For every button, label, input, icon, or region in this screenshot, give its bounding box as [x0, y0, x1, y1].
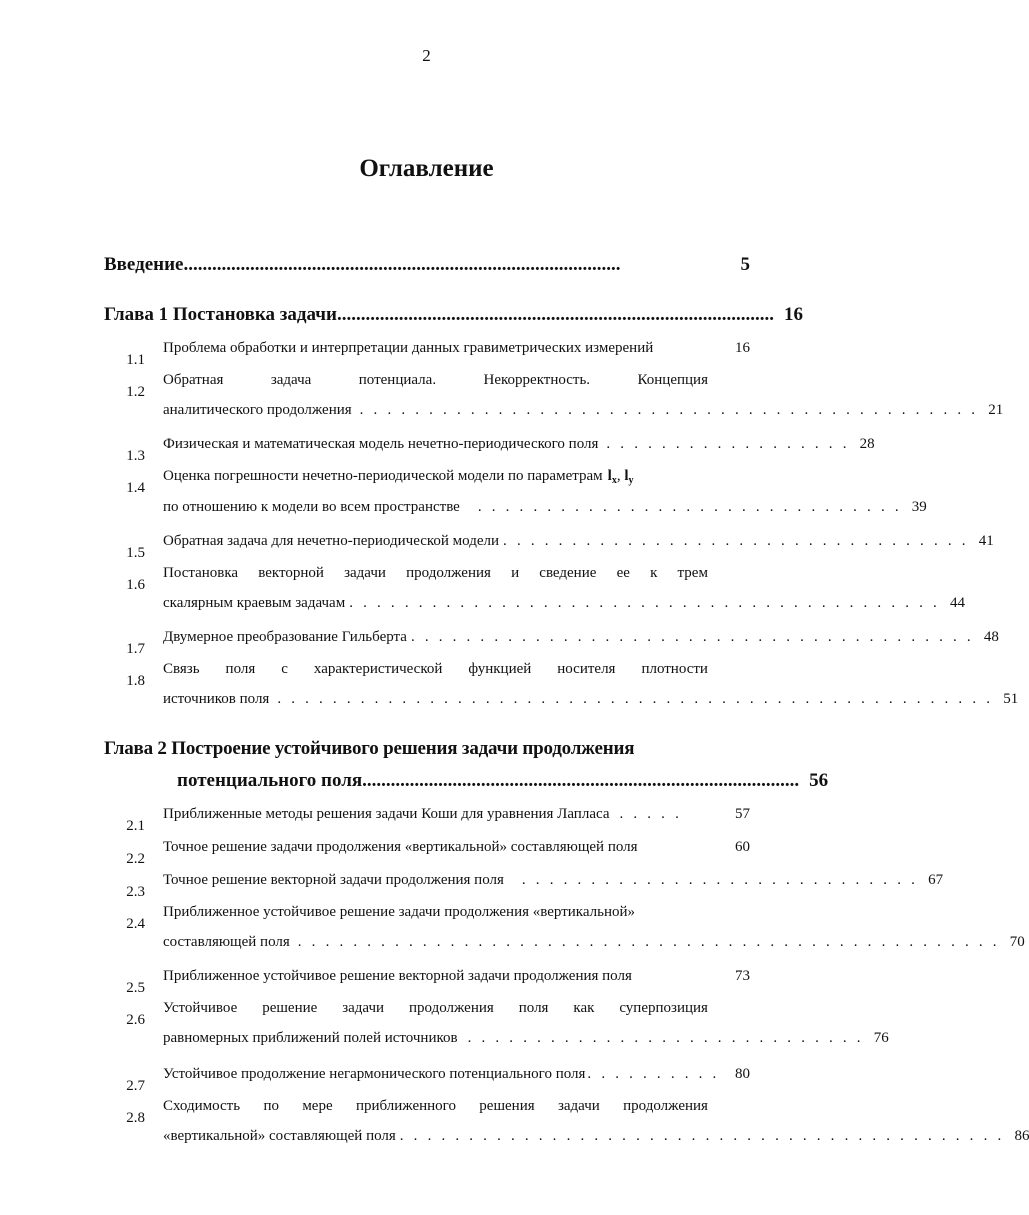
toc-entry-number: 2.5: [126, 980, 145, 996]
toc-entry-leader: . . . . . . . . . . . . . . . . . . . . . . . . . . . . . . . . . . . . . . . . . . . . .: [359, 402, 979, 418]
toc-entry-number: 2.2: [126, 851, 145, 867]
toc-chapter-1-page: 16: [783, 304, 803, 325]
toc-entry-page: 51: [1003, 691, 1019, 707]
toc-entry-number: 1.2: [126, 384, 145, 400]
toc-entry-title-line2: источников поля: [163, 691, 270, 707]
toc-entry-page: 67: [928, 872, 944, 888]
toc-chapter-2: [104, 738, 829, 792]
toc-entry-title-line2: равномерных приближений полей источников: [163, 1030, 458, 1046]
toc-entry-1-8: [126, 661, 1019, 708]
toc-entry-2-4: [126, 904, 1025, 951]
toc-entry-number: 2.3: [126, 884, 145, 900]
toc-entry-1-4: [126, 468, 927, 516]
toc-entry-page: 86: [1014, 1128, 1029, 1144]
toc-chapter-2-leader: ............................................................................................: [362, 770, 800, 791]
toc-entry-title-line1: Приближенное устойчивое решение задачи продолжения «вертикальной»: [163, 904, 636, 920]
toc-intro-leader: ............................................................................................: [183, 254, 621, 275]
toc-entry-page: 76: [873, 1030, 889, 1046]
toc-entry-leader: . . . . .: [619, 806, 683, 822]
toc-entry-1-3: [126, 436, 875, 464]
toc-entry-title-line1: Оценка погрешности нечетно-периодической модели по параметрам: [163, 468, 603, 484]
toc-entry-2-8: [126, 1098, 1029, 1145]
toc-entry-page: 57: [735, 806, 750, 822]
toc-entry-leader: . . . . . . . . . . . . . . . . . . . . . . . . . . . . . . . . . . . . . . . . . . . .: [399, 1128, 1005, 1144]
toc-entry-page: 80: [735, 1066, 750, 1082]
toc-entry-title-line2: аналитического продолжения: [163, 402, 352, 418]
toc-entry-number: 1.5: [126, 545, 145, 561]
toc-entry-leader: . . . . . . . . . .: [587, 1066, 720, 1082]
toc-entry-leader: . . . . . . . . . . . . . . . . . . . . . . . . . . . . . . . . . . . . . . . . . . .: [349, 595, 940, 611]
toc-entry-2-2: [126, 839, 750, 867]
toc-entry-title-line2: составляющей поля: [163, 934, 290, 950]
toc-entry-leader: . . . . . . . . . . . . . . . . . . . . . . . . . . . . . . . . . . . . . . . . .: [410, 629, 974, 645]
toc-entry-title: Физическая и математическая модель нечетно-периодического поля: [163, 436, 599, 452]
toc-entry-number: 2.7: [126, 1078, 145, 1094]
toc-entry-title: Устойчивое продолжение негармонического потенциального поля: [163, 1066, 586, 1082]
toc-entry-leader: . . . . . . . . . . . . . . . . . . . . . . . . . . . . .: [467, 1030, 864, 1046]
toc-entry-2-1: [126, 806, 750, 834]
toc-entry-1-2: [126, 372, 1004, 419]
toc-entry-number: 1.4: [126, 480, 145, 496]
toc-entry-title-line1: Связь поля с характеристической функцией носителя плотности: [163, 661, 708, 677]
toc-entry-title: Проблема обработки и интерпретации данных гравиметрических измерений: [163, 340, 654, 356]
toc-entry-title-line1: Сходимость по мере приближенного решения задачи продолжения: [163, 1098, 708, 1114]
toc-entry-number: 2.1: [126, 818, 145, 834]
toc-entry-1-5: [126, 533, 994, 561]
toc-entry-2-6: [126, 1000, 889, 1047]
toc-entry-page: 60: [735, 839, 750, 855]
page-number: 2: [422, 46, 431, 65]
toc-entry-title-line2: «вертикальной» составляющей поля: [163, 1128, 396, 1144]
toc-entry-leader: . . . . . . . . . . . . . . . . . . . . . . . . . . . . .: [521, 872, 919, 888]
toc-entry-title-line1: Постановка векторной задачи продолжения и сведение ее к трем: [163, 565, 708, 581]
toc-chapter-1: [104, 304, 803, 326]
toc-entry-page: 39: [911, 499, 927, 515]
toc-entry-title-line1: Обратная задача потенциала. Некорректность. Концепция: [163, 372, 708, 388]
toc-entry-number: 1.1: [126, 352, 145, 368]
toc-entry-number: 1.8: [126, 673, 145, 689]
toc-entry-title: Обратная задача для нечетно-периодической модели: [163, 533, 500, 549]
toc-entry-page: 21: [988, 402, 1004, 418]
toc-entry-title-line2: скалярным краевым задачам: [163, 595, 346, 611]
toc-entry-title: Точное решение задачи продолжения «вертикальной» составляющей поля: [163, 839, 638, 855]
toc-entry-title-line1: Устойчивое решение задачи продолжения поля как суперпозиция: [163, 1000, 708, 1016]
toc-entry-page: 16: [735, 340, 750, 356]
toc-entry-page: 44: [949, 595, 965, 611]
toc-chapter-2-page: 56: [809, 770, 829, 791]
toc-entry-page: 73: [735, 968, 750, 984]
toc-entry-title: Точное решение векторной задачи продолжения поля: [163, 872, 504, 888]
toc-chapter-1-label: Глава 1 Постановка задачи: [104, 304, 337, 325]
toc-entry-leader: . . . . . . . . . . . . . . . . . . . . . . . . . . . . . . . . . .: [503, 533, 969, 549]
toc-chapter-1-leader: ............................................................................................: [336, 304, 774, 325]
page-title: Оглавление: [359, 155, 494, 182]
toc-intro-label: Введение: [104, 254, 184, 275]
toc-entry-2-3: [126, 872, 944, 900]
toc-entry-page: 48: [983, 629, 999, 645]
toc-entry-number: 1.6: [126, 577, 145, 593]
toc-entry-leader: . . . . . . . . . . . . . . . . . . . . . . . . . . . . . . . . . . . . . . . . . . . . . . . . . . . .: [277, 691, 994, 707]
toc-entry-number: 2.4: [126, 916, 145, 932]
toc-entry-leader: . . . . . . . . . . . . . . . . . . . . . . . . . . . . . . .: [477, 499, 902, 515]
toc-intro-page: 5: [740, 254, 750, 275]
toc-entry-1-1: [126, 340, 750, 368]
toc-entry-number: 2.6: [126, 1012, 145, 1028]
toc-entry-1-7: [126, 629, 999, 657]
toc-entry-page: 41: [978, 533, 994, 549]
toc-entry-title-line2: по отношению к модели во всем пространстве: [163, 499, 460, 515]
toc-entry-title: Приближенное устойчивое решение векторной задачи продолжения поля: [163, 968, 632, 984]
toc-entry-title: Приближенные методы решения задачи Коши для уравнения Лапласа: [163, 806, 610, 822]
toc-entry-number: 2.8: [126, 1110, 145, 1126]
toc-entry-number: 1.7: [126, 641, 145, 657]
toc-entry-2-7: [126, 1066, 750, 1094]
toc-entry-page: 28: [859, 436, 875, 452]
toc-entry-title: Двумерное преобразование Гильберта: [163, 629, 407, 645]
toc-intro: [104, 254, 750, 276]
toc-chapter-2-label-line1: Глава 2 Построение устойчивого решения задачи продолжения: [104, 738, 635, 759]
toc-entry-page: 70: [1009, 934, 1025, 950]
toc-entry-number: 1.3: [126, 448, 145, 464]
toc-entry-2-5: [126, 968, 750, 996]
toc-entry-leader: . . . . . . . . . . . . . . . . . .: [606, 436, 850, 452]
toc-entry-leader: . . . . . . . . . . . . . . . . . . . . . . . . . . . . . . . . . . . . . . . . . . . . . . . . . . .: [297, 934, 1000, 950]
toc-chapter-2-label-line2: потенциального поля: [177, 770, 363, 791]
toc-entry-params: $l_x$, $l_y$: [607, 468, 634, 486]
toc-entry-1-6: [126, 565, 965, 612]
